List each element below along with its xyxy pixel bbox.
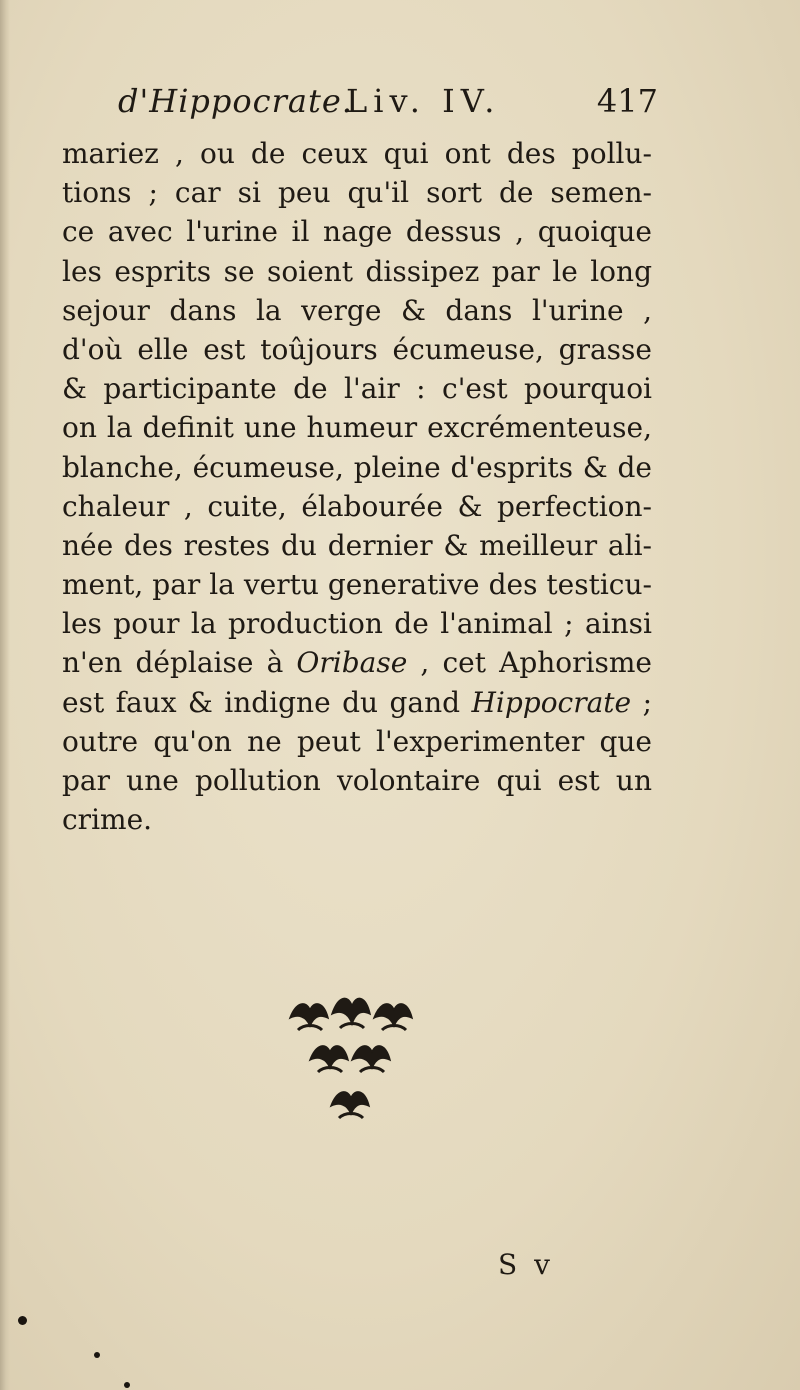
name-oribase: Oribase xyxy=(296,646,408,680)
text-line: on la definit une humeur excrémenteuse, xyxy=(62,411,652,445)
text-line: tions ; car si peu qu'il sort de semen- xyxy=(62,176,652,210)
page-number: 417 xyxy=(596,82,658,120)
ink-speck xyxy=(124,1382,130,1388)
text-line: par une pollution volontaire qui est un xyxy=(62,764,652,797)
text-line: ce avec l'urine il nage dessus , quoique xyxy=(62,215,652,249)
text-line xyxy=(62,643,652,682)
page-binding-edge xyxy=(0,0,10,1390)
text-line: sejour dans la verge & dans l'urine , xyxy=(62,293,652,327)
text-line: les pour la production de l'animal ; ainsi xyxy=(62,607,652,641)
text-line: crime. xyxy=(62,803,153,837)
text-line: chaleur , cuite, élabourée & perfection- xyxy=(62,489,652,523)
ink-speck xyxy=(94,1352,100,1358)
ink-speck xyxy=(18,1316,27,1325)
text-line: outre qu'on ne peut l'experimenter que xyxy=(62,724,652,758)
text-segment: est faux & indigne du gand xyxy=(62,685,472,719)
text-line: mariez , ou de ceux qui ont des pollu- xyxy=(62,137,652,170)
text-line: ment, par la vertu generative des testicu- xyxy=(62,568,652,602)
text-line: née des restes du dernier & meilleur ali- xyxy=(62,528,652,562)
body-text xyxy=(62,134,652,839)
running-title: d'Hippocrate. xyxy=(118,82,353,120)
text-line: & participante de l'air : c'est pourquoi xyxy=(62,372,652,406)
book-reference: Liv. IV. xyxy=(346,82,501,120)
text-segment: , cet Aphorisme xyxy=(407,646,652,680)
text-line: blanche, écumeuse, pleine d'esprits & de xyxy=(62,450,652,484)
text-line: d'où elle est toûjours écumeuse, grasse xyxy=(62,332,652,366)
signature-mark: S v xyxy=(498,1248,554,1281)
page-header xyxy=(118,82,658,128)
text-segment: n'en déplaise à xyxy=(62,646,297,680)
text-line: les esprits se soient dissipez par le long xyxy=(62,254,652,288)
fleuron-ornament-icon xyxy=(280,990,420,1140)
text-line xyxy=(62,683,652,722)
text-segment: ; xyxy=(631,685,652,719)
name-hippocrate: Hippocrate xyxy=(471,685,632,719)
